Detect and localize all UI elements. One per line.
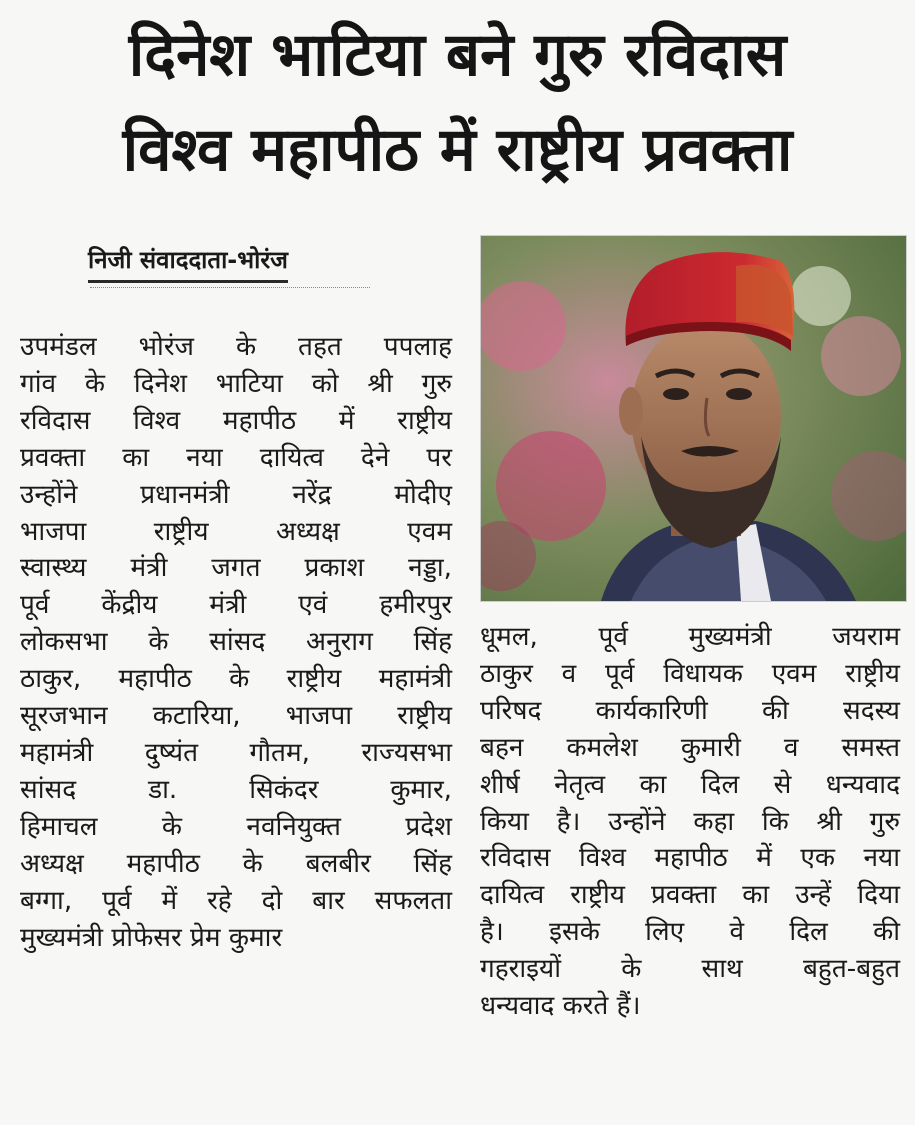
body-text-line: लोकसभा के सांसद अनुराग सिंह	[20, 627, 452, 658]
byline-divider	[90, 287, 370, 288]
portrait-photo	[480, 235, 907, 602]
body-text-line: पूर्व केंद्रीय मंत्री एवं हमीरपुर	[20, 590, 452, 621]
body-text-line: गहराइयों के साथ बहुत-बहुत	[480, 954, 900, 985]
body-text-line: है। इसके लिए वे दिल की	[480, 917, 900, 948]
body-text-line: बहन कमलेश कुमारी व समस्त	[480, 732, 900, 763]
body-text-line: सांसद डा. सिकंदर कुमार,	[20, 774, 452, 805]
body-text-line: धूमल, पूर्व मुख्यमंत्री जयराम	[480, 622, 900, 652]
body-text-line: किया है। उन्होंने कहा कि श्री गुरु	[480, 806, 900, 837]
body-text-line: अध्यक्ष महापीठ के बलबीर सिंह	[20, 848, 452, 879]
headline-line-2: विश्व महापीठ में राष्ट्रीय प्रवक्ता	[122, 115, 793, 185]
headline-line-1: दिनेश भाटिया बने गुरु रविदास	[128, 20, 787, 90]
body-text-line: दायित्व राष्ट्रीय प्रवक्ता का उन्हें दिया	[480, 880, 900, 911]
byline: निजी संवाददाता-भोरंज	[88, 242, 288, 283]
body-text-line: हिमाचल के नवनियुक्त प्रदेश	[20, 811, 452, 842]
body-text-line: शीर्ष नेतृत्व का दिल से धन्यवाद	[480, 769, 900, 800]
body-text-line: रविदास विश्व महापीठ में राष्ट्रीय	[20, 405, 452, 436]
body-text-line: रविदास विश्व महापीठ में एक नया	[480, 843, 900, 874]
body-text-line: बग्गा, पूर्व में रहे दो बार सफलता	[20, 885, 452, 916]
body-text-line: उपमंडल भोरंज के तहत पपलाह	[20, 332, 452, 362]
body-text-line: सूरजभान कटारिया, भाजपा राष्ट्रीय	[20, 701, 452, 732]
body-text-line: उन्होंने प्रधानमंत्री नरेंद्र मोदीए	[20, 479, 452, 510]
body-text-line: गांव के दिनेश भाटिया को श्री गुरु	[20, 368, 452, 399]
article-body-left-column	[20, 329, 452, 956]
body-text-line: प्रवक्ता का नया दायित्व देने पर	[20, 442, 452, 473]
headline	[0, 8, 915, 198]
body-text-line: ठाकुर, महापीठ के राष्ट्रीय महामंत्री	[20, 664, 452, 695]
article-body-right-column	[480, 619, 900, 1025]
body-text-line: परिषद कार्यकारिणी की सदस्य	[480, 695, 900, 726]
body-text-line: मुख्यमंत्री प्रोफेसर प्रेम कुमार	[20, 922, 283, 953]
body-text-line: धन्यवाद करते हैं।	[480, 991, 641, 1022]
body-text-line: स्वास्थ्य मंत्री जगत प्रकाश नड्डा,	[20, 553, 452, 584]
body-text-line: भाजपा राष्ट्रीय अध्यक्ष एवम	[20, 516, 452, 547]
body-text-line: ठाकुर व पूर्व विधायक एवम राष्ट्रीय	[480, 658, 900, 689]
body-text-line: महामंत्री दुष्यंत गौतम, राज्यसभा	[20, 737, 452, 768]
